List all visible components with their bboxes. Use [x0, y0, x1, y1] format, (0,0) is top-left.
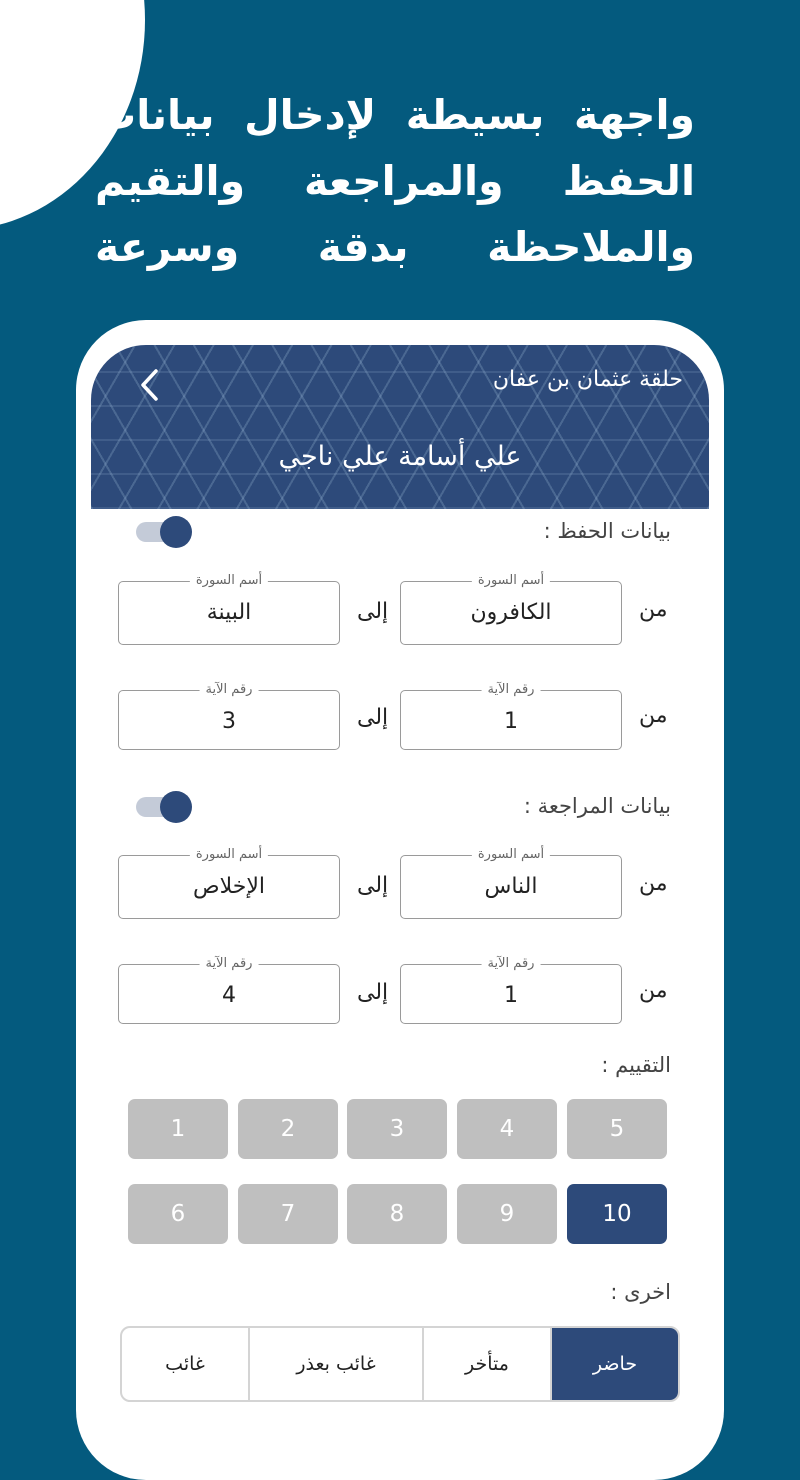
to-label: إلى — [357, 705, 389, 730]
field-value: الناس — [484, 874, 538, 899]
promo-headline — [95, 82, 695, 280]
student-name: علي أسامة علي ناجي — [278, 441, 522, 472]
rating-option[interactable]: 10 — [567, 1184, 667, 1244]
to-label: إلى — [357, 599, 389, 624]
field-legend: أسم السورة — [190, 572, 268, 590]
rating-option[interactable]: 8 — [347, 1184, 447, 1244]
attendance-option-present[interactable]: حاضر — [550, 1328, 678, 1400]
from-label: من — [639, 978, 668, 1003]
headline-line: الحفظ والمراجعة والتقيم — [95, 157, 695, 205]
back-button[interactable] — [131, 367, 167, 403]
review-toggle[interactable] — [134, 791, 194, 823]
headline-line: والملاحظة بدقة وسرعة — [95, 223, 695, 271]
chevron-left-icon — [139, 368, 159, 402]
attendance-option-excused[interactable]: غائب بعذر — [248, 1328, 422, 1400]
memorization-toggle[interactable] — [134, 516, 194, 548]
toggle-knob — [160, 791, 192, 823]
memorization-from-ayah-field[interactable] — [400, 682, 622, 750]
memorization-from-surah-field[interactable] — [400, 573, 622, 645]
rating-option[interactable]: 5 — [567, 1099, 667, 1159]
field-value: 1 — [504, 709, 518, 734]
app-header — [91, 345, 709, 509]
rating-option[interactable]: 3 — [347, 1099, 447, 1159]
rating-option[interactable]: 6 — [128, 1184, 228, 1244]
review-from-surah-field[interactable] — [400, 847, 622, 919]
rating-option[interactable]: 7 — [238, 1184, 338, 1244]
from-label: من — [639, 703, 668, 728]
rating-option[interactable]: 4 — [457, 1099, 557, 1159]
field-legend: أسم السورة — [190, 846, 268, 864]
field-value: 1 — [504, 983, 518, 1008]
review-from-ayah-field[interactable] — [400, 956, 622, 1024]
memorization-to-surah-field[interactable] — [118, 573, 340, 645]
other-label: اخرى : — [610, 1280, 671, 1304]
attendance-segmented-control — [120, 1326, 680, 1402]
review-to-ayah-field[interactable] — [118, 956, 340, 1024]
to-label: إلى — [357, 873, 389, 898]
field-legend: رقم الآية — [200, 955, 259, 973]
memorization-to-ayah-field[interactable] — [118, 682, 340, 750]
rating-option[interactable]: 2 — [238, 1099, 338, 1159]
field-legend: رقم الآية — [200, 681, 259, 699]
halaqa-title: حلقة عثمان بن عفان — [492, 367, 683, 392]
field-value: الإخلاص — [193, 874, 265, 899]
field-value: البينة — [206, 600, 252, 625]
rating-label: التقييم : — [601, 1053, 671, 1077]
field-value: الكافرون — [470, 600, 552, 625]
field-legend: أسم السورة — [472, 846, 550, 864]
review-to-surah-field[interactable] — [118, 847, 340, 919]
field-legend: رقم الآية — [482, 955, 541, 973]
field-value: 3 — [222, 709, 236, 734]
memorization-label: بيانات الحفظ : — [543, 519, 671, 543]
field-value: 4 — [222, 983, 236, 1008]
to-label: إلى — [357, 980, 389, 1005]
app-screen — [91, 345, 709, 1445]
field-legend: أسم السورة — [472, 572, 550, 590]
review-label: بيانات المراجعة : — [523, 794, 671, 818]
rating-option[interactable]: 9 — [457, 1184, 557, 1244]
from-label: من — [639, 871, 668, 896]
from-label: من — [639, 597, 668, 622]
field-legend: رقم الآية — [482, 681, 541, 699]
attendance-option-late[interactable]: متأخر — [422, 1328, 550, 1400]
rating-option[interactable]: 1 — [128, 1099, 228, 1159]
attendance-option-absent[interactable]: غائب — [165, 1353, 205, 1375]
toggle-knob — [160, 516, 192, 548]
headline-line: واجهة بسيطة لإدخال بيانات — [95, 91, 695, 139]
